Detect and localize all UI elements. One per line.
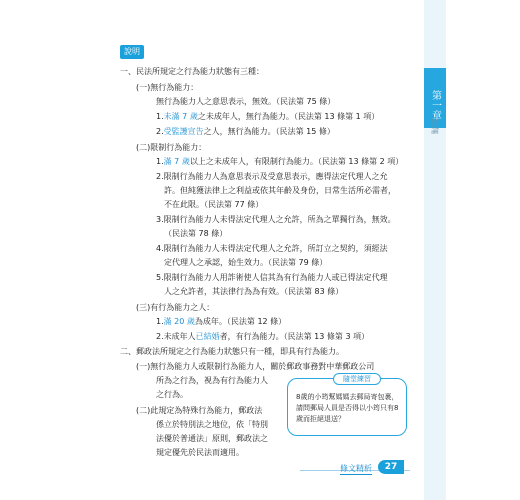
text-line: 1.滿 7 歲以上之未成年人，有限制行為能力。（民法第 13 條第 2 項） [156,157,404,166]
highlight: 未滿 7 歲 [163,112,198,121]
highlight: 已結婚 [195,332,220,341]
section-heading-1: 一、民法所規定之行為能力狀態有三種： [120,67,264,76]
practice-heading: 隨堂練習 [333,373,381,385]
text-line: 1.滿 20 歲為成年。（民法第 12 條） [156,317,287,326]
text-line: 1.未滿 7 歲之未成年人，無行為能力。（民法第 13 條第 1 項） [156,112,380,121]
text-line: (一)無行為能力人或限制行為能力人，關於郵政事務對中華郵政公司 [136,362,375,371]
text-line: （民法第 78 條） [164,229,228,238]
page-number: 27 [378,460,404,474]
practice-question: 8歲的小筠幫媽媽去郵局寄包裹，請問郵局人員是否得以小筠只有8歲而拒絕退送？ [296,393,399,423]
text-line: 無行為能力人之意思表示，無效。（民法第 75 條） [156,97,336,106]
text-line: 4.限制行為能力人未得法定代理人之允許，所訂立之契約，須經法 [156,244,388,253]
text-line: 規定優先於民法而適用。 [156,448,244,457]
chapter-subtitle: 緒論 [430,118,440,134]
text-line: (二)此規定為特殊行為能力，郵政法 [136,406,263,415]
text-line: 法優於普通法」原則，郵政法之 [156,434,268,443]
text-line: 之行為。 [156,390,188,399]
text-line: 不在此限。（民法第 77 條） [164,200,264,209]
text-line: 3.限制行為能力人未得法定代理人之允許，所為之單獨行為，無效。 [156,215,396,224]
section-heading-2: 二、郵政法所規定之行為能力狀態只有一種，即具有行為能力。 [120,347,344,356]
text-line: 許。但純獲法律上之利益或依其年齡及身份，日常生活所必需者， [164,186,396,195]
text-line: 2.受監護宣告之人，無行為能力。（民法第 15 條） [156,127,335,136]
chapter-tab-label: 第一章 [429,90,441,120]
section-badge: 說明 [120,45,144,59]
footer-label: 條文精析 [340,464,372,473]
subheading-no-capacity: (一)無行為能力： [136,83,199,92]
text-line: 人之允許者，其法律行為為有效。（民法第 83 條） [164,287,344,296]
highlight: 受監護宣告 [163,127,204,136]
highlight: 滿 20 歲 [163,317,195,326]
text-line: 所為之行為，視為有行為能力人 [156,376,268,385]
text-line: 5.限制行為能力人用詐術使人信其為有行為能力人或已得法定代理 [156,273,388,282]
subheading-limited-capacity: (二)限制行為能力： [136,143,207,152]
highlight: 滿 7 歲 [163,157,190,166]
text-line: 係立於特別法之地位，依「特別 [156,420,268,429]
text-line: 2.未成年人已結婚者，有行為能力。（民法第 13 條第 3 項） [156,332,370,341]
text-line: 定代理人之承認，始生效力。（民法第 79 條） [164,258,328,267]
text-line: 2.限制行為能力人為意思表示及受意思表示，應得法定代理人之允 [156,172,388,181]
subheading-full-capacity: (三)有行為能力之人： [136,303,215,312]
